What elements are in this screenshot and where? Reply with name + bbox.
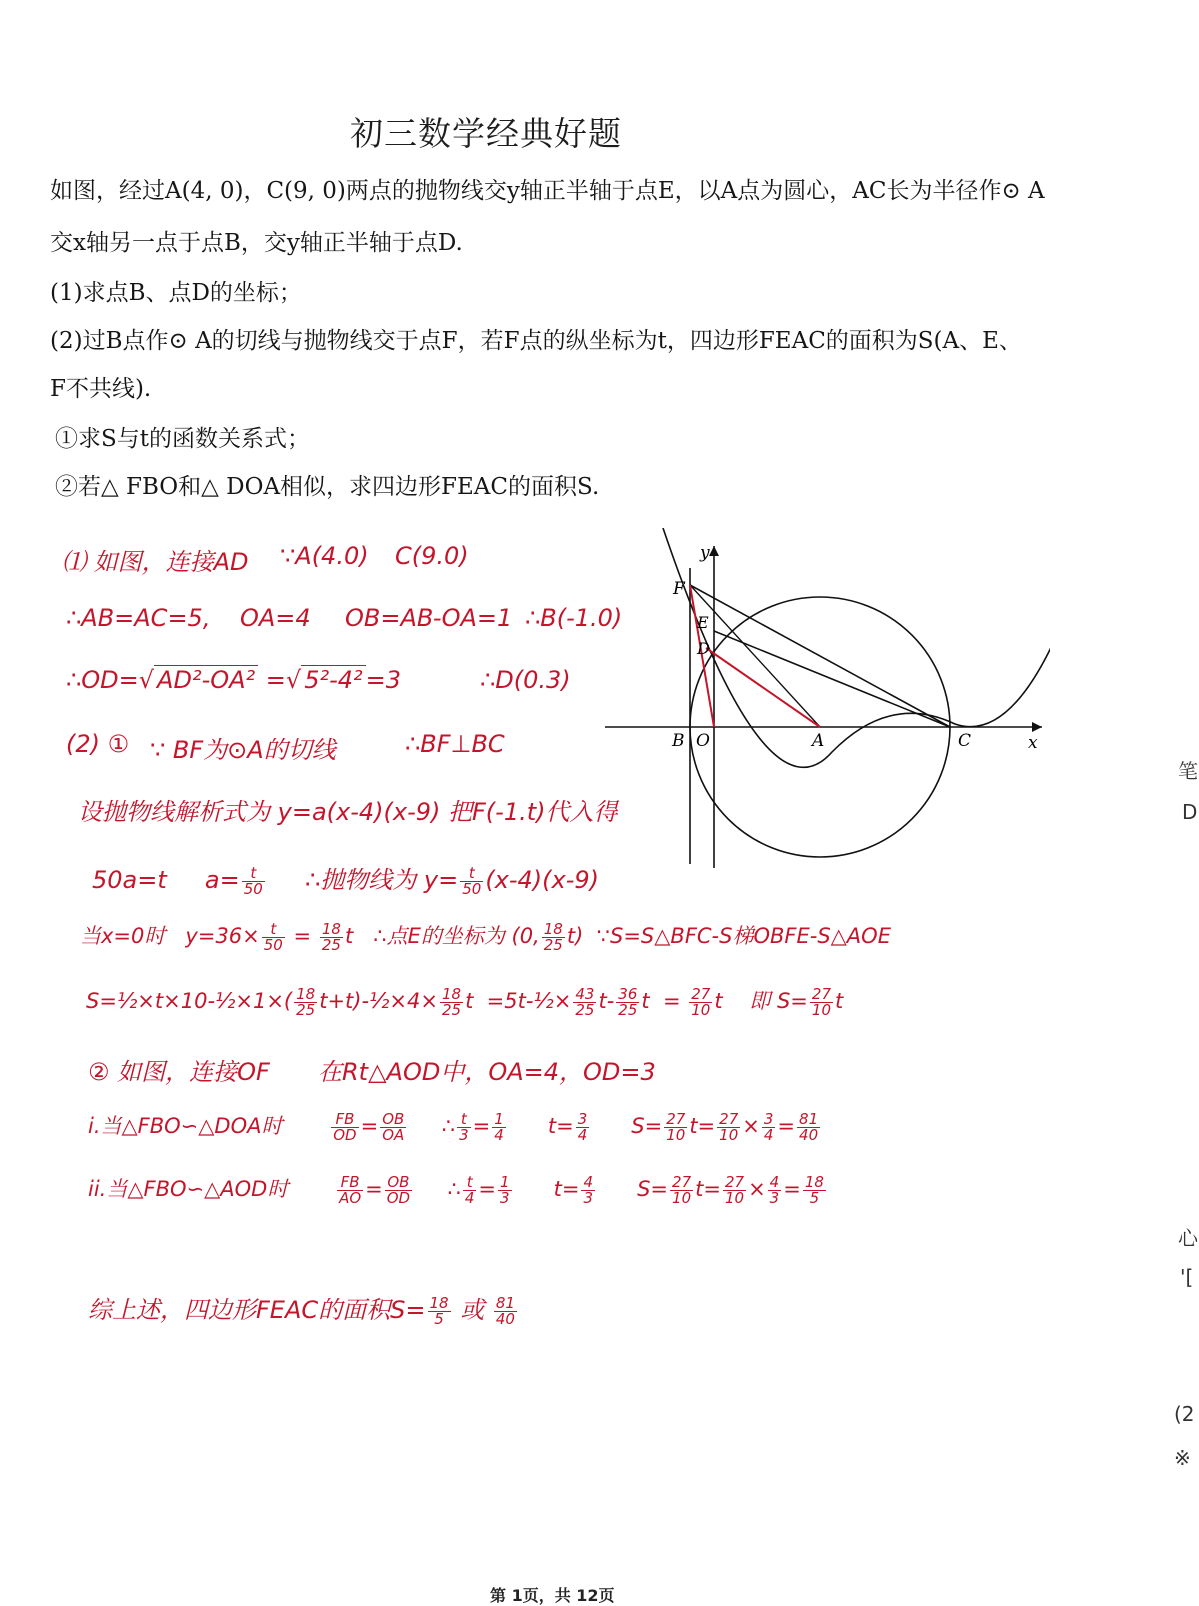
label-e: E — [697, 613, 709, 632]
sol-2-ob: OB=AB-OA=1 — [345, 604, 513, 632]
problem-line-5: F不共线). — [50, 376, 152, 402]
sol-10-f4-den: 4 — [494, 1125, 504, 1144]
sol-8-t5: t — [835, 989, 844, 1013]
sol-10-f7-den: 10 — [719, 1125, 739, 1144]
sol-7-frac-2 — [320, 919, 343, 954]
sol-8-f3-num: 43 — [575, 984, 595, 1003]
sol-8-f1-den: 25 — [296, 1000, 316, 1019]
label-a: A — [812, 731, 825, 751]
sol-11-frac-3 — [463, 1172, 477, 1207]
sol-11-eq1: = — [365, 1177, 383, 1201]
parabola — [663, 528, 1050, 767]
sol-6-a-num: t — [242, 866, 265, 882]
sol-10-f9-den: 40 — [799, 1125, 819, 1144]
sol-3-od: ∴OD=√ AD²-OA² =√ 5²-4² =3 — [66, 666, 402, 694]
sol-7-f1-num: t — [262, 922, 285, 938]
sol-11-f8-den: 3 — [769, 1188, 780, 1207]
problem-line-1: 如图，经过A(4, 0)，C(9, 0)两点的抛物线交y轴正半轴于点E，以A点为圆心，AC长为半径作⊙ A — [50, 178, 1045, 204]
sol-7-frac-1 — [262, 919, 285, 954]
sol-11-line — [88, 1173, 828, 1206]
sol-8-t1: t — [465, 989, 474, 1013]
sol-10-frac-5 — [576, 1109, 590, 1144]
sol-11-times: × — [748, 1177, 766, 1201]
sol-8-f3-den: 25 — [575, 1000, 595, 1019]
sol-10-f1-num: FB — [331, 1112, 358, 1128]
sol-11-f9-den: 5 — [809, 1188, 820, 1207]
sol-2-oa: OA=4 — [240, 604, 311, 632]
sol-8-frac-2 — [440, 984, 463, 1019]
sol-10-frac-6 — [664, 1109, 687, 1144]
sol-4-perp: ∴BF⊥BC — [405, 730, 505, 758]
label-d: D — [697, 639, 710, 658]
sol-3-result: =3 — [365, 666, 402, 694]
sol-7-when: 当x=0时 — [80, 924, 166, 948]
sol-8-expr-2: t+t)-½×4× — [319, 989, 438, 1013]
sol-12-frac-1 — [428, 1293, 451, 1328]
sol-8-f6-num: 27 — [811, 984, 831, 1003]
segment-da-red — [706, 648, 820, 727]
sol-7-f3-num: 18 — [543, 919, 563, 938]
sol-8-eq: = — [662, 989, 681, 1013]
sol-6-p-num: t — [460, 866, 483, 882]
sol-4-tangent: ∵ BF为⊙A的切线 — [150, 736, 336, 764]
sol-8-f6-den: 10 — [811, 1000, 831, 1019]
sol-11-f3-den: 4 — [464, 1188, 475, 1207]
sol-8-f4-num: 36 — [618, 984, 638, 1003]
sol-10-f8-den: 4 — [763, 1125, 774, 1144]
sol-7-f3-den: 25 — [543, 935, 563, 954]
sol-10-frac-7 — [717, 1109, 740, 1144]
sol-6-a-den: 50 — [243, 879, 263, 898]
sol-11-f7-num: 27 — [724, 1172, 745, 1191]
sol-4-part: (2) ① — [66, 730, 130, 758]
sol-10-f9-num: 81 — [799, 1109, 819, 1128]
sol-8-f1-num: 18 — [296, 984, 316, 1003]
sol-8-line — [86, 985, 843, 1018]
sol-7-f1-den: 50 — [263, 935, 283, 954]
edge-mark-2: D — [1182, 800, 1198, 824]
sol-10-t: t= — [547, 1114, 574, 1138]
sol-10-times: × — [742, 1114, 760, 1138]
sol-11-frac-1 — [337, 1172, 363, 1207]
sol-8-f5-den: 10 — [691, 1000, 711, 1019]
sol-11-frac-2 — [385, 1172, 412, 1207]
sol-6-p-den: 50 — [462, 879, 482, 898]
sol-10-f2-den: OA — [382, 1125, 405, 1144]
sol-11-f1-num: FB — [337, 1175, 363, 1191]
sol-11-f4-num: 1 — [500, 1172, 510, 1191]
sol-7-t: t — [344, 924, 354, 948]
sol-8-frac-6 — [810, 984, 833, 1019]
sol-10-t2: t= — [689, 1114, 716, 1138]
sol-8-expr-3: =5t-½× — [486, 989, 572, 1013]
sol-11-f8-num: 4 — [769, 1172, 780, 1191]
sol-11-therefore: ∴ — [447, 1177, 461, 1201]
label-y: y — [700, 543, 710, 563]
sol-11-eq3: = — [783, 1177, 801, 1201]
sol-8-frac-1 — [294, 984, 317, 1019]
sol-2-ab-ac: ∴AB=AC=5, — [66, 604, 211, 632]
sol-7-e-coord: ∴点E的坐标为 (0, — [373, 924, 540, 948]
sol-11-frac-6 — [670, 1172, 693, 1207]
sol-12-f1-den: 5 — [434, 1309, 444, 1328]
sol-7-frac-3 — [542, 919, 565, 954]
sol-8-frac-4 — [616, 984, 639, 1019]
sol-12-f2-num: 81 — [495, 1293, 515, 1312]
sol-12-frac-2 — [494, 1293, 517, 1328]
label-f: F — [673, 579, 685, 599]
sol-10-eq1: = — [360, 1114, 379, 1138]
sol-10-frac-3 — [457, 1109, 471, 1144]
sol-12-f2-den: 40 — [495, 1309, 515, 1328]
sol-6-line — [92, 860, 599, 897]
sol-10-f6-num: 27 — [666, 1109, 686, 1128]
sol-11-case: ii.当△FBO∽△AOD时 — [88, 1177, 289, 1201]
sol-11-f6-num: 27 — [672, 1172, 692, 1191]
sol-10-frac-8 — [762, 1109, 776, 1144]
sol-11-frac-9 — [803, 1172, 826, 1207]
sol-10-f6-den: 10 — [666, 1125, 686, 1144]
sol-11-f3-num: t — [463, 1175, 477, 1191]
sol-8-expr-1: ½×t×10-½×1×( — [116, 989, 293, 1013]
sol-6-a-frac — [242, 863, 265, 898]
sol-8-f5-num: 27 — [691, 984, 711, 1003]
sol-11-t2: t= — [695, 1177, 721, 1201]
sol-11-frac-5 — [581, 1172, 595, 1207]
sol-10-f5-den: 4 — [577, 1125, 588, 1144]
sol-3-od-label: ∴OD= — [66, 666, 139, 694]
sol-12-conclusion — [88, 1290, 519, 1327]
sol-10-eq3: = — [777, 1114, 796, 1138]
sol-10-eq2: = — [472, 1114, 491, 1138]
x-axis-arrow — [1032, 722, 1042, 732]
sol-11-t: t= — [553, 1177, 580, 1201]
sol-11-f4-den: 3 — [500, 1188, 510, 1207]
sol-8-frac-5 — [689, 984, 712, 1019]
sol-7-close: t) — [566, 924, 584, 948]
sol-9-intro: ② 如图，连接OF — [88, 1058, 270, 1086]
sol-6-parabola-label: ∴抛物线为 y= — [305, 866, 459, 894]
sol-9-right-triangle: 在Rt△AOD中，OA=4，OD=3 — [318, 1058, 656, 1086]
sol-10-f2-num: OB — [382, 1109, 405, 1128]
sol-10-frac-1 — [331, 1109, 358, 1144]
sol-10-case: i.当△FBO∽△DOA时 — [88, 1114, 283, 1138]
sol-11-f1-den: AO — [339, 1188, 362, 1207]
sol-10-line — [88, 1110, 822, 1143]
sol-12-f1-num: 18 — [429, 1293, 449, 1312]
label-b: B — [672, 731, 685, 751]
sol-7-area: ∵S=S△BFC-S梯OBFE-S△AOE — [596, 924, 891, 948]
sol-8-t4: t — [714, 989, 723, 1013]
sol-11-frac-4 — [498, 1172, 512, 1207]
sol-11-frac-7 — [723, 1172, 746, 1207]
sol-10-therefore: ∴ — [441, 1114, 456, 1138]
sol-10-f3-num: t — [457, 1112, 471, 1128]
page-title: 初三数学经典好题 — [350, 114, 622, 153]
sol-11-f5-num: 4 — [583, 1172, 594, 1191]
sol-7-f2-num: 18 — [321, 919, 341, 938]
edge-mark-1: 笔 — [1178, 759, 1198, 783]
sol-12-or: 或 — [460, 1296, 485, 1324]
problem-subpart-1: ①求S与t的函数关系式； — [55, 426, 310, 452]
sol-8-frac-3 — [573, 984, 596, 1019]
problem-subpart-2: ②若△ FBO和△ DOA相似，求四边形FEAC的面积S. — [55, 474, 600, 500]
label-c: C — [958, 731, 972, 751]
sol-8-t3: t — [641, 989, 650, 1013]
sol-1-intro: ⑴ 如图，连接AD — [62, 548, 249, 576]
edge-mark-5: (2 — [1174, 1402, 1195, 1426]
problem-part-2: (2)过B点作⊙ A的切线与抛物线交于点F，若F点的纵坐标为t，四边形FEAC的面积为S(A、E、 — [50, 328, 1022, 354]
sol-11-f7-den: 10 — [724, 1188, 745, 1207]
sol-11-s: S= — [637, 1177, 669, 1201]
sol-8-f4-den: 25 — [618, 1000, 638, 1019]
edge-mark-4: '[ — [1180, 1265, 1194, 1289]
sol-11-eq2: = — [478, 1177, 497, 1201]
sol-8-t2: t- — [598, 989, 615, 1013]
sol-3-radical-1: AD²-OA² — [154, 665, 258, 694]
problem-part-1: (1)求点B、点D的坐标； — [50, 280, 302, 306]
sol-10-frac-2 — [380, 1109, 406, 1144]
sol-8-f2-den: 25 — [441, 1000, 462, 1019]
sol-8-s: S= — [86, 989, 117, 1013]
sol-6-a-label: a= — [204, 866, 240, 894]
sol-1-a: ∵A(4.0) — [280, 542, 369, 570]
edge-mark-6: ※ — [1174, 1446, 1191, 1470]
sol-10-f1-den: OD — [333, 1125, 357, 1144]
sol-7-line — [80, 920, 891, 953]
sol-5-parabola: 设抛物线解析式为 y=a(x-4)(x-9) 把F(-1.t)代入得 — [78, 798, 618, 826]
sol-10-s: S= — [631, 1114, 663, 1138]
problem-line-2: 交x轴另一点于点B，交y轴正半轴于点D. — [50, 230, 463, 256]
sol-10-frac-9 — [797, 1109, 820, 1144]
sol-6-factors: (x-4)(x-9) — [485, 866, 600, 894]
sol-10-f8-num: 3 — [763, 1109, 774, 1128]
sol-2-b: ∴B(-1.0) — [525, 604, 623, 632]
sol-11-f2-num: OB — [385, 1175, 412, 1191]
sol-7-eq: = — [293, 924, 312, 948]
sol-11-f2-den: OD — [386, 1188, 411, 1207]
edge-mark-3: 心 — [1178, 1226, 1198, 1250]
sol-6-p-frac — [460, 863, 483, 898]
page-footer: 第 1页，共 12页 — [490, 1586, 615, 1605]
sol-10-f3-den: 3 — [459, 1125, 469, 1144]
sol-11-frac-8 — [768, 1172, 782, 1207]
label-x: x — [1028, 733, 1038, 753]
sol-3-d: ∴D(0.3) — [480, 666, 571, 694]
sol-10-f4-num: 1 — [494, 1109, 504, 1128]
sol-1-c: C(9.0) — [395, 542, 469, 570]
sol-11-f6-den: 10 — [672, 1188, 692, 1207]
sol-8-result-label: 即 S= — [749, 989, 808, 1013]
sol-11-f5-den: 3 — [583, 1188, 594, 1207]
sol-11-f9-num: 18 — [804, 1172, 824, 1191]
label-o: O — [696, 731, 710, 751]
sol-12-text: 综上述，四边形FEAC的面积S= — [88, 1296, 426, 1324]
sol-10-f7-num: 27 — [719, 1109, 739, 1128]
y-axis-arrow — [709, 546, 719, 556]
sol-7-f2-den: 25 — [321, 935, 341, 954]
sol-8-f2-num: 18 — [441, 984, 462, 1003]
sol-3-eq: = — [265, 666, 286, 694]
sol-10-f5-num: 3 — [577, 1109, 588, 1128]
geometry-figure — [600, 528, 1050, 873]
sol-10-frac-4 — [492, 1109, 506, 1144]
sol-6-eq1: 50a=t — [92, 866, 167, 894]
sol-7-y: y=36× — [185, 924, 260, 948]
sol-3-radical-2: 5²-4² — [301, 665, 365, 694]
segment-fc — [690, 585, 950, 727]
